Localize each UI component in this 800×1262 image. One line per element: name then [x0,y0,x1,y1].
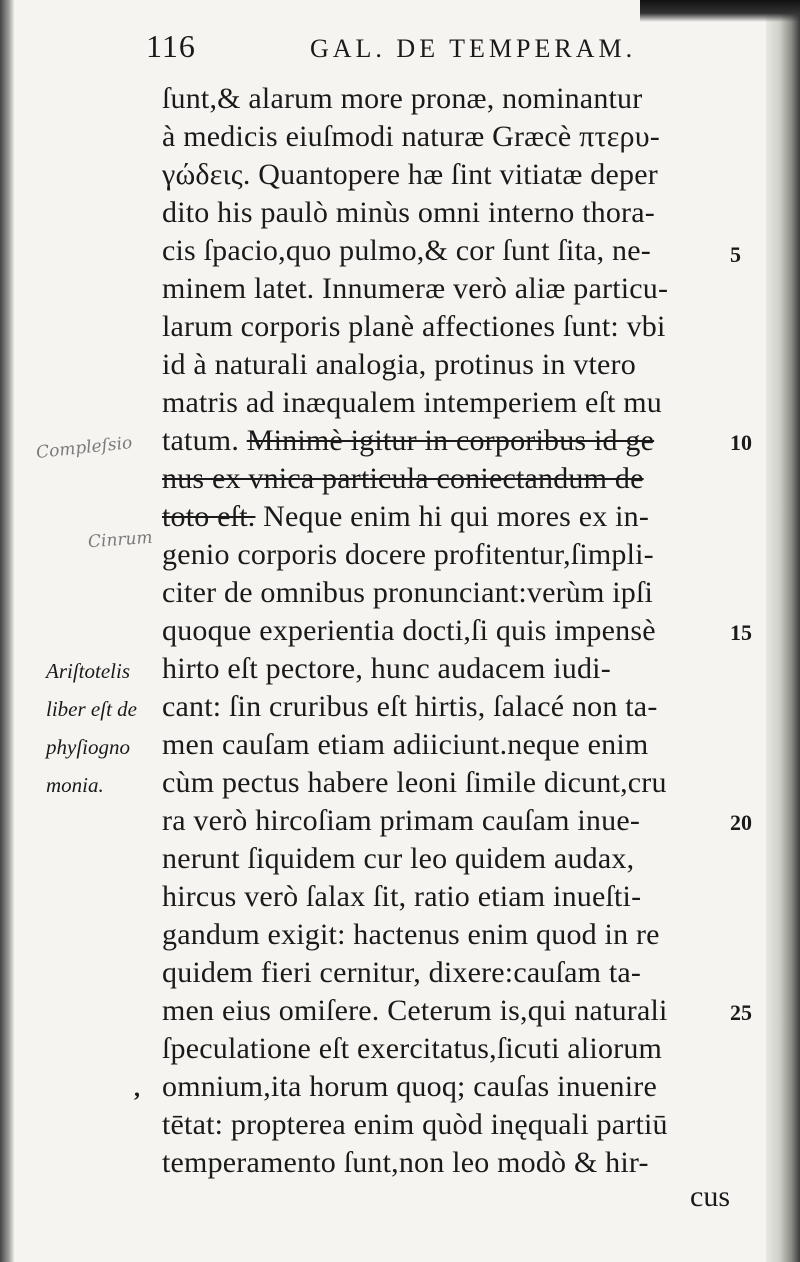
text-line-18: men cauſam etiam adiiciunt.neque enim [162,728,649,761]
marginal-note-line-4: monia. [46,773,104,797]
marginal-note-line-3: phyſiogno [46,735,130,759]
text-line-1: ſunt,& alarum more pronæ, nominantur [162,82,643,115]
text-line-26: ſpeculatione eſt exercitatus,ſicuti aliorum [162,1032,663,1065]
text-line-12 [162,498,649,536]
text-line-14: citer de omnibus pronunciant:verùm ipſi [162,576,654,609]
text-line-20: ra verò hircoſiam primam cauſam inue- [162,804,641,837]
text-line-10-plain: tatum. [162,424,247,457]
marginal-note-line-1: Ariſtotelis [46,659,130,683]
catchword: cus [690,1180,730,1213]
text-line-22: hircus verò ſalax ſit, ratio etiam inueſti- [162,880,642,913]
text-line-27: omnium,ita horum quoq; cauſas inuenire [162,1070,657,1103]
text-line-10-struck: Minimè igitur in corporibus id ge [246,424,655,457]
text-line-15: quoque experientia docti,ſi quis impensè [162,614,656,647]
line-number-25: 25 [730,1000,752,1025]
text-line-13: genio corporis docere profitentur,ſimpli- [162,538,654,571]
text-line-17: cant: ſin cruribus eſt hirtis, ſalacé non ta- [162,690,658,723]
text-line-25: men eius omiſere. Ceterum is,qui naturali [162,994,668,1027]
text-line-5: cis ſpacio,quo pulmo,& cor ſunt ſita, ne- [162,234,651,267]
page-number: 116 [146,28,196,64]
text-line-12-plain: Neque enim hi qui mores ex in- [255,500,650,533]
line-number-20: 20 [730,810,752,835]
line-number-15: 15 [730,620,752,645]
text-line-6: minem latet. Innumeræ verò aliæ particu- [162,272,669,305]
text-line-23: gandum exigit: hactenus enim quod in re [162,918,660,951]
text-line-16: hirto eſt pectore, hunc audacem iudi- [162,652,611,685]
text-line-4: dito his paulò minùs omni interno thora- [162,196,655,229]
handwritten-note-2: Cinrum [87,527,154,553]
text-line-3: γώδεις. Quantopere hæ ſint vitiatæ deper [162,158,658,191]
text-line-24: quidem fieri cernitur, dixere:cauſam ta- [162,956,642,989]
line-number-10: 10 [730,430,752,455]
text-line-9: matris ad inæqualem intemperiem eſt mu [162,386,662,419]
text-line-11: nus ex vnica particula coniectandum de [162,462,644,495]
margin-mark: , [134,1076,140,1102]
binding-edge-left [0,0,14,1262]
text-line-10 [162,422,654,460]
text-line-19: cùm pectus habere leoni ſimile dicunt,cru [162,766,667,799]
page-edge-right [766,0,800,1262]
handwritten-note-1: Compleſsio [35,433,134,463]
running-title: GAL. DE TEMPERAM. [310,34,637,63]
text-line-8: id à naturali analogia, protinus in vtero [162,348,636,381]
line-number-5: 5 [730,242,741,267]
text-line-12-struck: toto eſt. [162,500,256,533]
text-line-7: larum corporis planè affectiones ſunt: vbi [162,310,666,343]
page-shadow-top [640,0,800,22]
text-line-28: tētat: propterea enim quòd inęquali partiū [162,1108,668,1141]
page-header [146,22,706,66]
text-line-2: à medicis eiuſmodi naturæ Græcè πτερυ- [162,120,660,153]
text-line-29: temperamento ſunt,non leo modò & hir- [162,1146,649,1179]
marginal-note-line-2: liber eſt de [46,697,137,721]
text-line-21: nerunt ſiquidem cur leo quidem audax, [162,842,635,875]
